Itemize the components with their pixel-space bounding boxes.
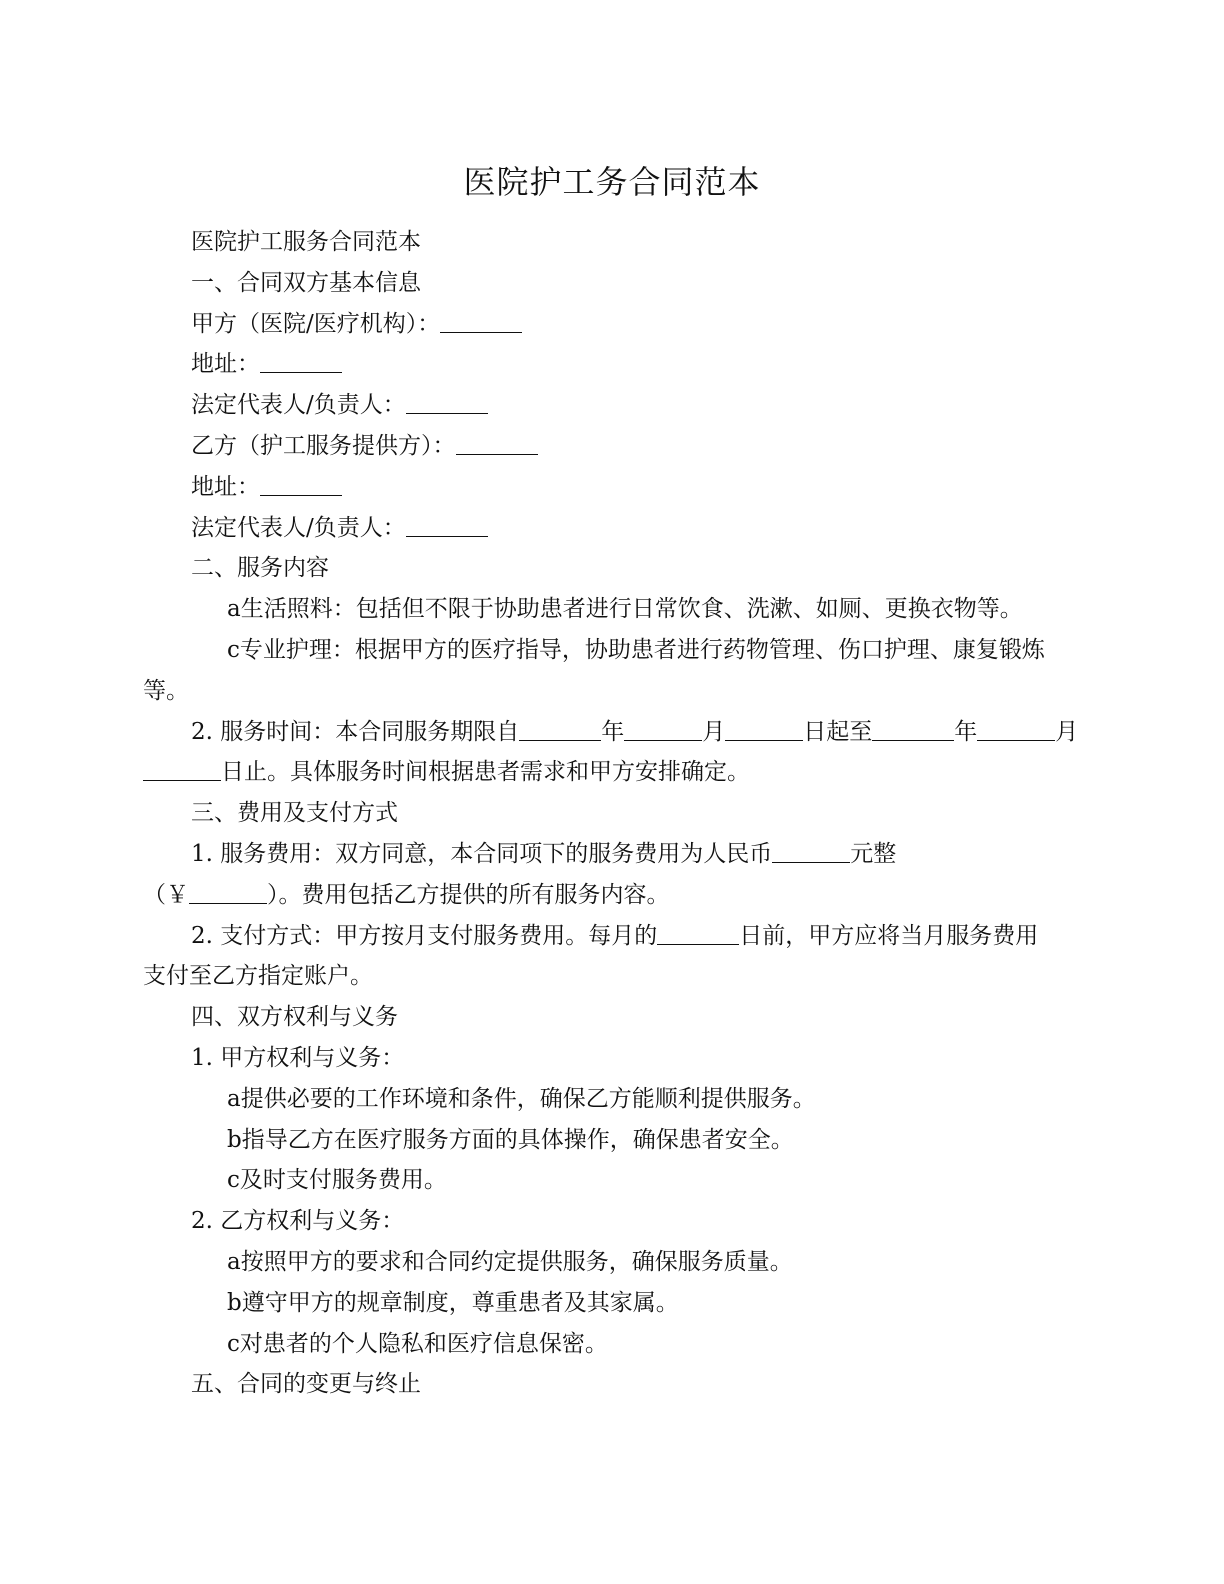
- party-b-duty-item: a按照甲方的要求和合同约定提供服务，确保服务质量。: [227, 1248, 793, 1275]
- payment-line: [143, 916, 1073, 957]
- fee-unit: 元整: [850, 840, 897, 867]
- document-subtitle: 医院护工服务合同范本: [191, 229, 421, 255]
- party-a-label: 甲方（医院/医疗机构）：: [191, 310, 441, 337]
- address-a-line: [143, 344, 1073, 385]
- party-a-duty-item: b指导乙方在医疗服务方面的具体操作，确保患者安全。: [227, 1126, 794, 1153]
- service-time-label: 2. 服务时间：本合同服务期限自: [191, 718, 520, 745]
- year-label-2: 年: [954, 718, 978, 745]
- party-b-duty-item: c对患者的个人隐私和医疗信息保密。: [227, 1330, 608, 1357]
- party-a-blank: [440, 306, 522, 333]
- rep-a-label: 法定代表人/负责人：: [191, 392, 406, 419]
- fee-paren-open: （￥: [143, 881, 189, 908]
- payment-line-cont: 支付至乙方指定账户。: [143, 963, 373, 990]
- payment-suffix: 日前，甲方应将当月服务费用: [739, 922, 1039, 949]
- address-b-label: 地址：: [191, 473, 260, 500]
- month-label: 月: [702, 718, 726, 745]
- fee-rmb-blank: [189, 877, 267, 904]
- document-body: [143, 222, 1079, 1405]
- fee-line-cont: [143, 875, 1073, 916]
- rep-a-line: [143, 385, 1073, 426]
- address-a-label: 地址：: [191, 351, 260, 378]
- rep-b-line: [143, 508, 1073, 549]
- start-month-blank: [624, 714, 702, 741]
- party-a-line: [143, 304, 1073, 345]
- end-month-blank: [977, 714, 1055, 741]
- service-time-line: [143, 712, 1079, 753]
- payment-day-blank: [657, 918, 739, 945]
- fee-label: 1. 服务费用：双方同意，本合同项下的服务费用为人民币: [191, 840, 773, 867]
- service-item-a: a生活照料：包括但不限于协助患者进行日常饮食、洗漱、如厕、更换衣物等。: [227, 596, 1023, 623]
- fee-line: [143, 834, 1073, 875]
- address-b-blank: [260, 469, 342, 496]
- service-item-c: c专业护理：根据甲方的医疗指导，协助患者进行药物管理、伤口护理、康复锻炼: [227, 636, 1045, 663]
- end-day-blank: [143, 754, 221, 781]
- start-year-blank: [519, 714, 601, 741]
- rep-b-blank: [406, 510, 488, 537]
- party-a-duty-item: a提供必要的工作环境和条件，确保乙方能顺利提供服务。: [227, 1085, 816, 1112]
- section-3-heading: 三、费用及支付方式: [191, 800, 398, 827]
- year-label: 年: [601, 718, 625, 745]
- month-label-2: 月: [1055, 718, 1079, 745]
- section-4-heading: 四、双方权利与义务: [191, 1004, 398, 1031]
- address-a-blank: [260, 346, 342, 373]
- party-a-duties-heading: 1. 甲方权利与义务：: [191, 1044, 405, 1071]
- party-b-blank: [456, 428, 538, 455]
- party-a-duty-item: c及时支付服务费用。: [227, 1167, 447, 1194]
- rep-a-blank: [406, 387, 488, 414]
- party-b-duty-item: b遵守甲方的规章制度，尊重患者及其家属。: [227, 1289, 679, 1316]
- section-2-heading: 二、服务内容: [191, 555, 329, 582]
- address-b-line: [143, 467, 1073, 508]
- day-from-label: 日起至: [803, 718, 873, 745]
- end-year-blank: [872, 714, 954, 741]
- party-b-duties-heading: 2. 乙方权利与义务：: [191, 1208, 405, 1235]
- section-1-heading: 一、合同双方基本信息: [191, 269, 421, 296]
- section-5-heading: 五、合同的变更与终止: [191, 1371, 421, 1398]
- service-time-cont: [143, 752, 1073, 793]
- party-b-line: [143, 426, 1073, 467]
- fee-amount-blank: [772, 836, 850, 863]
- document-title: 医院护工务合同范本: [463, 163, 761, 201]
- party-b-label: 乙方（护工服务提供方）：: [191, 432, 456, 459]
- payment-label: 2. 支付方式：甲方按月支付服务费用。每月的: [191, 922, 658, 949]
- day-to-label: 日止。具体服务时间根据患者需求和甲方安排确定。: [221, 759, 750, 786]
- service-item-c-cont: 等。: [143, 677, 189, 704]
- start-day-blank: [725, 714, 803, 741]
- rep-b-label: 法定代表人/负责人：: [191, 514, 406, 541]
- fee-paren-close: ）。费用包括乙方提供的所有服务内容。: [267, 881, 670, 908]
